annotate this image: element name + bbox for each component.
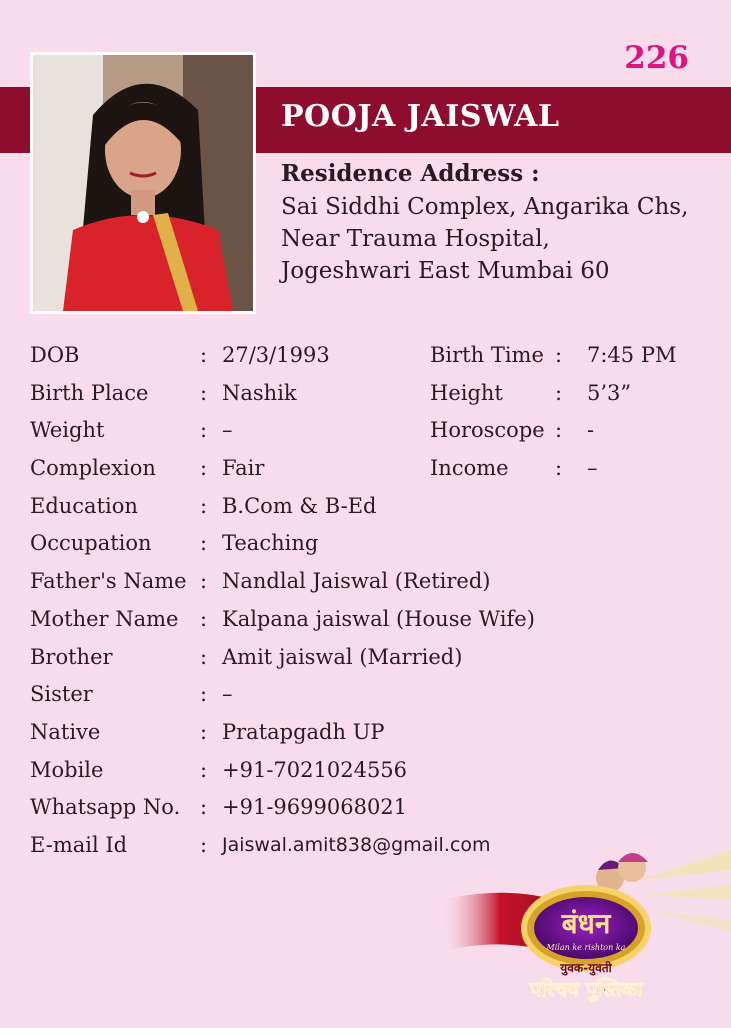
detail-label: Complexion	[30, 456, 156, 481]
detail-colon: :	[555, 418, 563, 443]
detail-colon: :	[200, 343, 208, 367]
residence-address	[281, 160, 688, 287]
detail-row-dob	[30, 338, 720, 376]
profile-photo	[30, 52, 256, 314]
address-label: Residence Address :	[281, 160, 540, 187]
detail-colon: :	[555, 343, 563, 367]
detail-label: Whatsapp No.	[30, 795, 181, 820]
detail-label: Birth Time	[430, 343, 544, 367]
detail-row-occupation	[30, 526, 720, 564]
logo-main-text: बंधन	[561, 907, 611, 940]
profile-name: POOJA JAISWAL	[281, 99, 560, 134]
couple-illustration	[596, 853, 648, 892]
detail-colon: :	[200, 456, 208, 481]
detail-value: Amit jaiswal (Married)	[222, 644, 463, 669]
detail-colon: :	[555, 380, 563, 405]
logo-tagline: Milan ke rishton ka	[546, 943, 626, 952]
detail-value: Pratapgadh UP	[222, 719, 385, 744]
detail-colon: :	[200, 832, 208, 857]
detail-value: –	[587, 456, 598, 481]
detail-label: Native	[30, 719, 101, 744]
detail-label: Mother Name	[30, 606, 179, 631]
detail-colon: :	[200, 493, 208, 518]
detail-value: +91-7021024556	[222, 757, 408, 782]
detail-row-father-name	[30, 564, 720, 602]
detail-value: –	[222, 418, 233, 443]
logo-sub-text: युवक-युवती	[560, 961, 612, 975]
detail-colon: :	[200, 380, 208, 405]
detail-row-native	[30, 715, 720, 753]
detail-row-weight	[30, 413, 720, 451]
detail-label: Height	[430, 380, 503, 405]
detail-label: Horoscope	[430, 418, 545, 443]
detail-label: E-mail Id	[30, 832, 128, 857]
logo-bottom-text: परिचय पुस्तिका	[529, 977, 643, 1001]
detail-row-whatsapp	[30, 790, 720, 828]
detail-value: Nashik	[222, 380, 297, 405]
detail-row-mother-name	[30, 602, 720, 640]
detail-value: Fair	[222, 456, 265, 481]
detail-colon: :	[200, 757, 208, 782]
detail-label: Brother	[30, 644, 113, 669]
address-line: Sai Siddhi Complex, Angarika Chs,	[281, 194, 689, 220]
detail-value: 7:45 PM	[587, 343, 677, 367]
detail-row-brother	[30, 640, 720, 678]
detail-value: Jaiswal.amit838@gmail.com	[222, 833, 491, 856]
detail-value: 27/3/1993	[222, 343, 330, 367]
detail-colon: :	[200, 719, 208, 744]
detail-label: Sister	[30, 682, 93, 707]
detail-colon: :	[200, 644, 208, 669]
detail-value: Nandlal Jaiswal (Retired)	[222, 569, 491, 594]
bandhan-logo	[440, 840, 731, 1024]
detail-value: 5’3”	[587, 380, 632, 405]
detail-label: Father's Name	[30, 569, 187, 594]
detail-value: +91-9699068021	[222, 795, 408, 820]
detail-label: Income	[430, 456, 509, 481]
detail-label: Occupation	[30, 531, 152, 556]
detail-colon: :	[200, 569, 208, 594]
detail-row-complexion	[30, 451, 720, 489]
detail-value: -	[587, 418, 595, 443]
detail-colon: :	[200, 795, 208, 820]
detail-value: Kalpana jaiswal (House Wife)	[222, 606, 535, 631]
detail-row-sister	[30, 677, 720, 715]
address-line: Near Trauma Hospital,	[281, 226, 550, 252]
detail-label: Birth Place	[30, 380, 149, 405]
light-rays	[640, 850, 731, 932]
details-table	[30, 338, 720, 866]
detail-colon: :	[200, 682, 208, 707]
detail-value: B.Com & B-Ed	[222, 493, 377, 518]
detail-value: Teaching	[222, 531, 319, 556]
detail-label: DOB	[30, 343, 80, 367]
detail-label: Mobile	[30, 757, 104, 782]
detail-label: Weight	[30, 418, 105, 443]
detail-colon: :	[200, 531, 208, 556]
detail-label: Education	[30, 493, 138, 518]
detail-row-birth-place	[30, 376, 720, 414]
detail-row-education	[30, 489, 720, 527]
address-line: Jogeshwari East Mumbai 60	[281, 258, 610, 284]
detail-colon: :	[200, 418, 208, 443]
detail-row-mobile	[30, 753, 720, 791]
detail-colon: :	[555, 456, 563, 481]
detail-value: –	[222, 682, 233, 707]
detail-colon: :	[200, 606, 208, 631]
page-number: 226	[624, 40, 689, 76]
